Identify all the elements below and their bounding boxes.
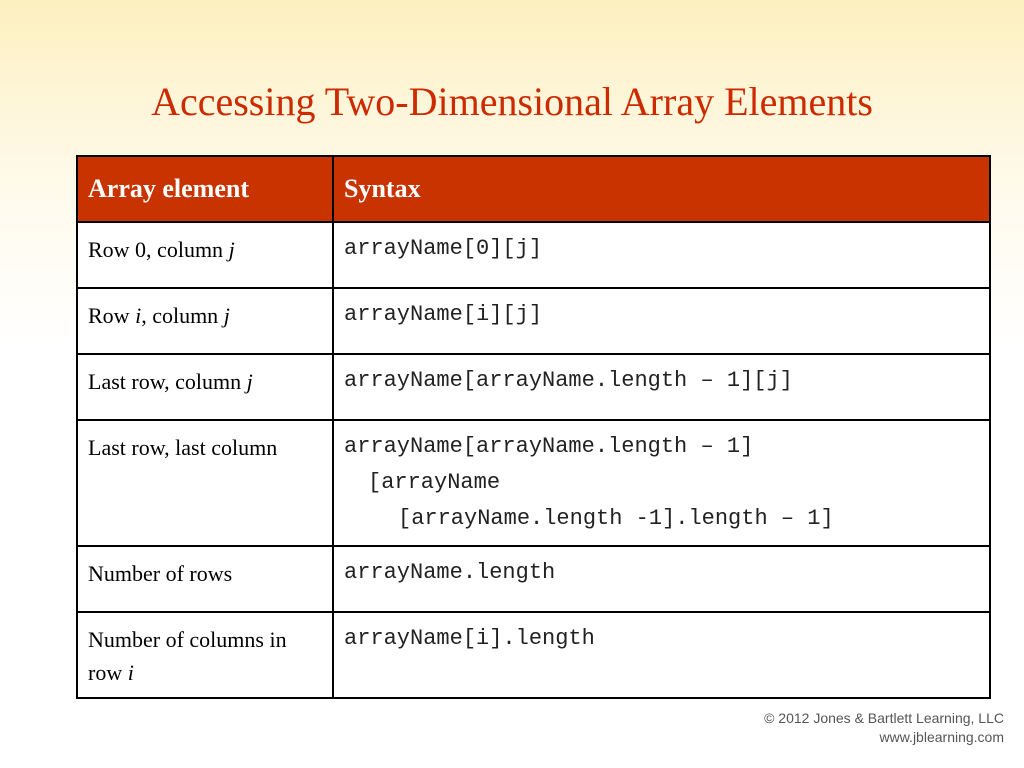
- slide-title: Accessing Two-Dimensional Array Elements: [151, 79, 873, 124]
- copyright-text: © 2012 Jones & Bartlett Learning, LLC: [764, 710, 1004, 726]
- syntax-line: [arrayName.length -1].length – 1]: [398, 506, 834, 531]
- publisher-url: www.jblearning.com: [879, 729, 1004, 745]
- table-row: [77, 546, 990, 612]
- syntax-cell: [333, 612, 990, 698]
- syntax-line: arrayName[i][j]: [344, 302, 543, 327]
- table-row: [77, 288, 990, 354]
- header-syntax: Syntax: [333, 156, 990, 222]
- syntax-cell: [333, 354, 990, 420]
- syntax-cell: [333, 288, 990, 354]
- syntax-cell: [333, 420, 990, 546]
- table-header-row: [77, 156, 990, 222]
- syntax-line: arrayName.length: [344, 560, 556, 585]
- element-cell: Last row, last column: [77, 420, 333, 546]
- syntax-line: arrayName[i].length: [344, 626, 595, 651]
- syntax-line: arrayName[arrayName.length – 1]: [344, 434, 754, 459]
- syntax-cell: [333, 546, 990, 612]
- element-cell: Row 0, column j: [77, 222, 333, 288]
- table-row: [77, 612, 990, 698]
- header-array-element: Array element: [77, 156, 333, 222]
- element-cell: Last row, column j: [77, 354, 333, 420]
- publisher-footer: [764, 709, 1004, 747]
- syntax-cell: [333, 222, 990, 288]
- syntax-line: arrayName[arrayName.length – 1][j]: [344, 368, 793, 393]
- element-cell: Row i, column j: [77, 288, 333, 354]
- array-access-table: [76, 155, 991, 699]
- element-cell: Number of rows: [77, 546, 333, 612]
- syntax-line: arrayName[0][j]: [344, 236, 543, 261]
- table-row: [77, 222, 990, 288]
- syntax-line: [arrayName: [368, 470, 501, 495]
- table-row: [77, 420, 990, 546]
- element-cell: Number of columns in row i: [77, 612, 333, 698]
- table-row: [77, 354, 990, 420]
